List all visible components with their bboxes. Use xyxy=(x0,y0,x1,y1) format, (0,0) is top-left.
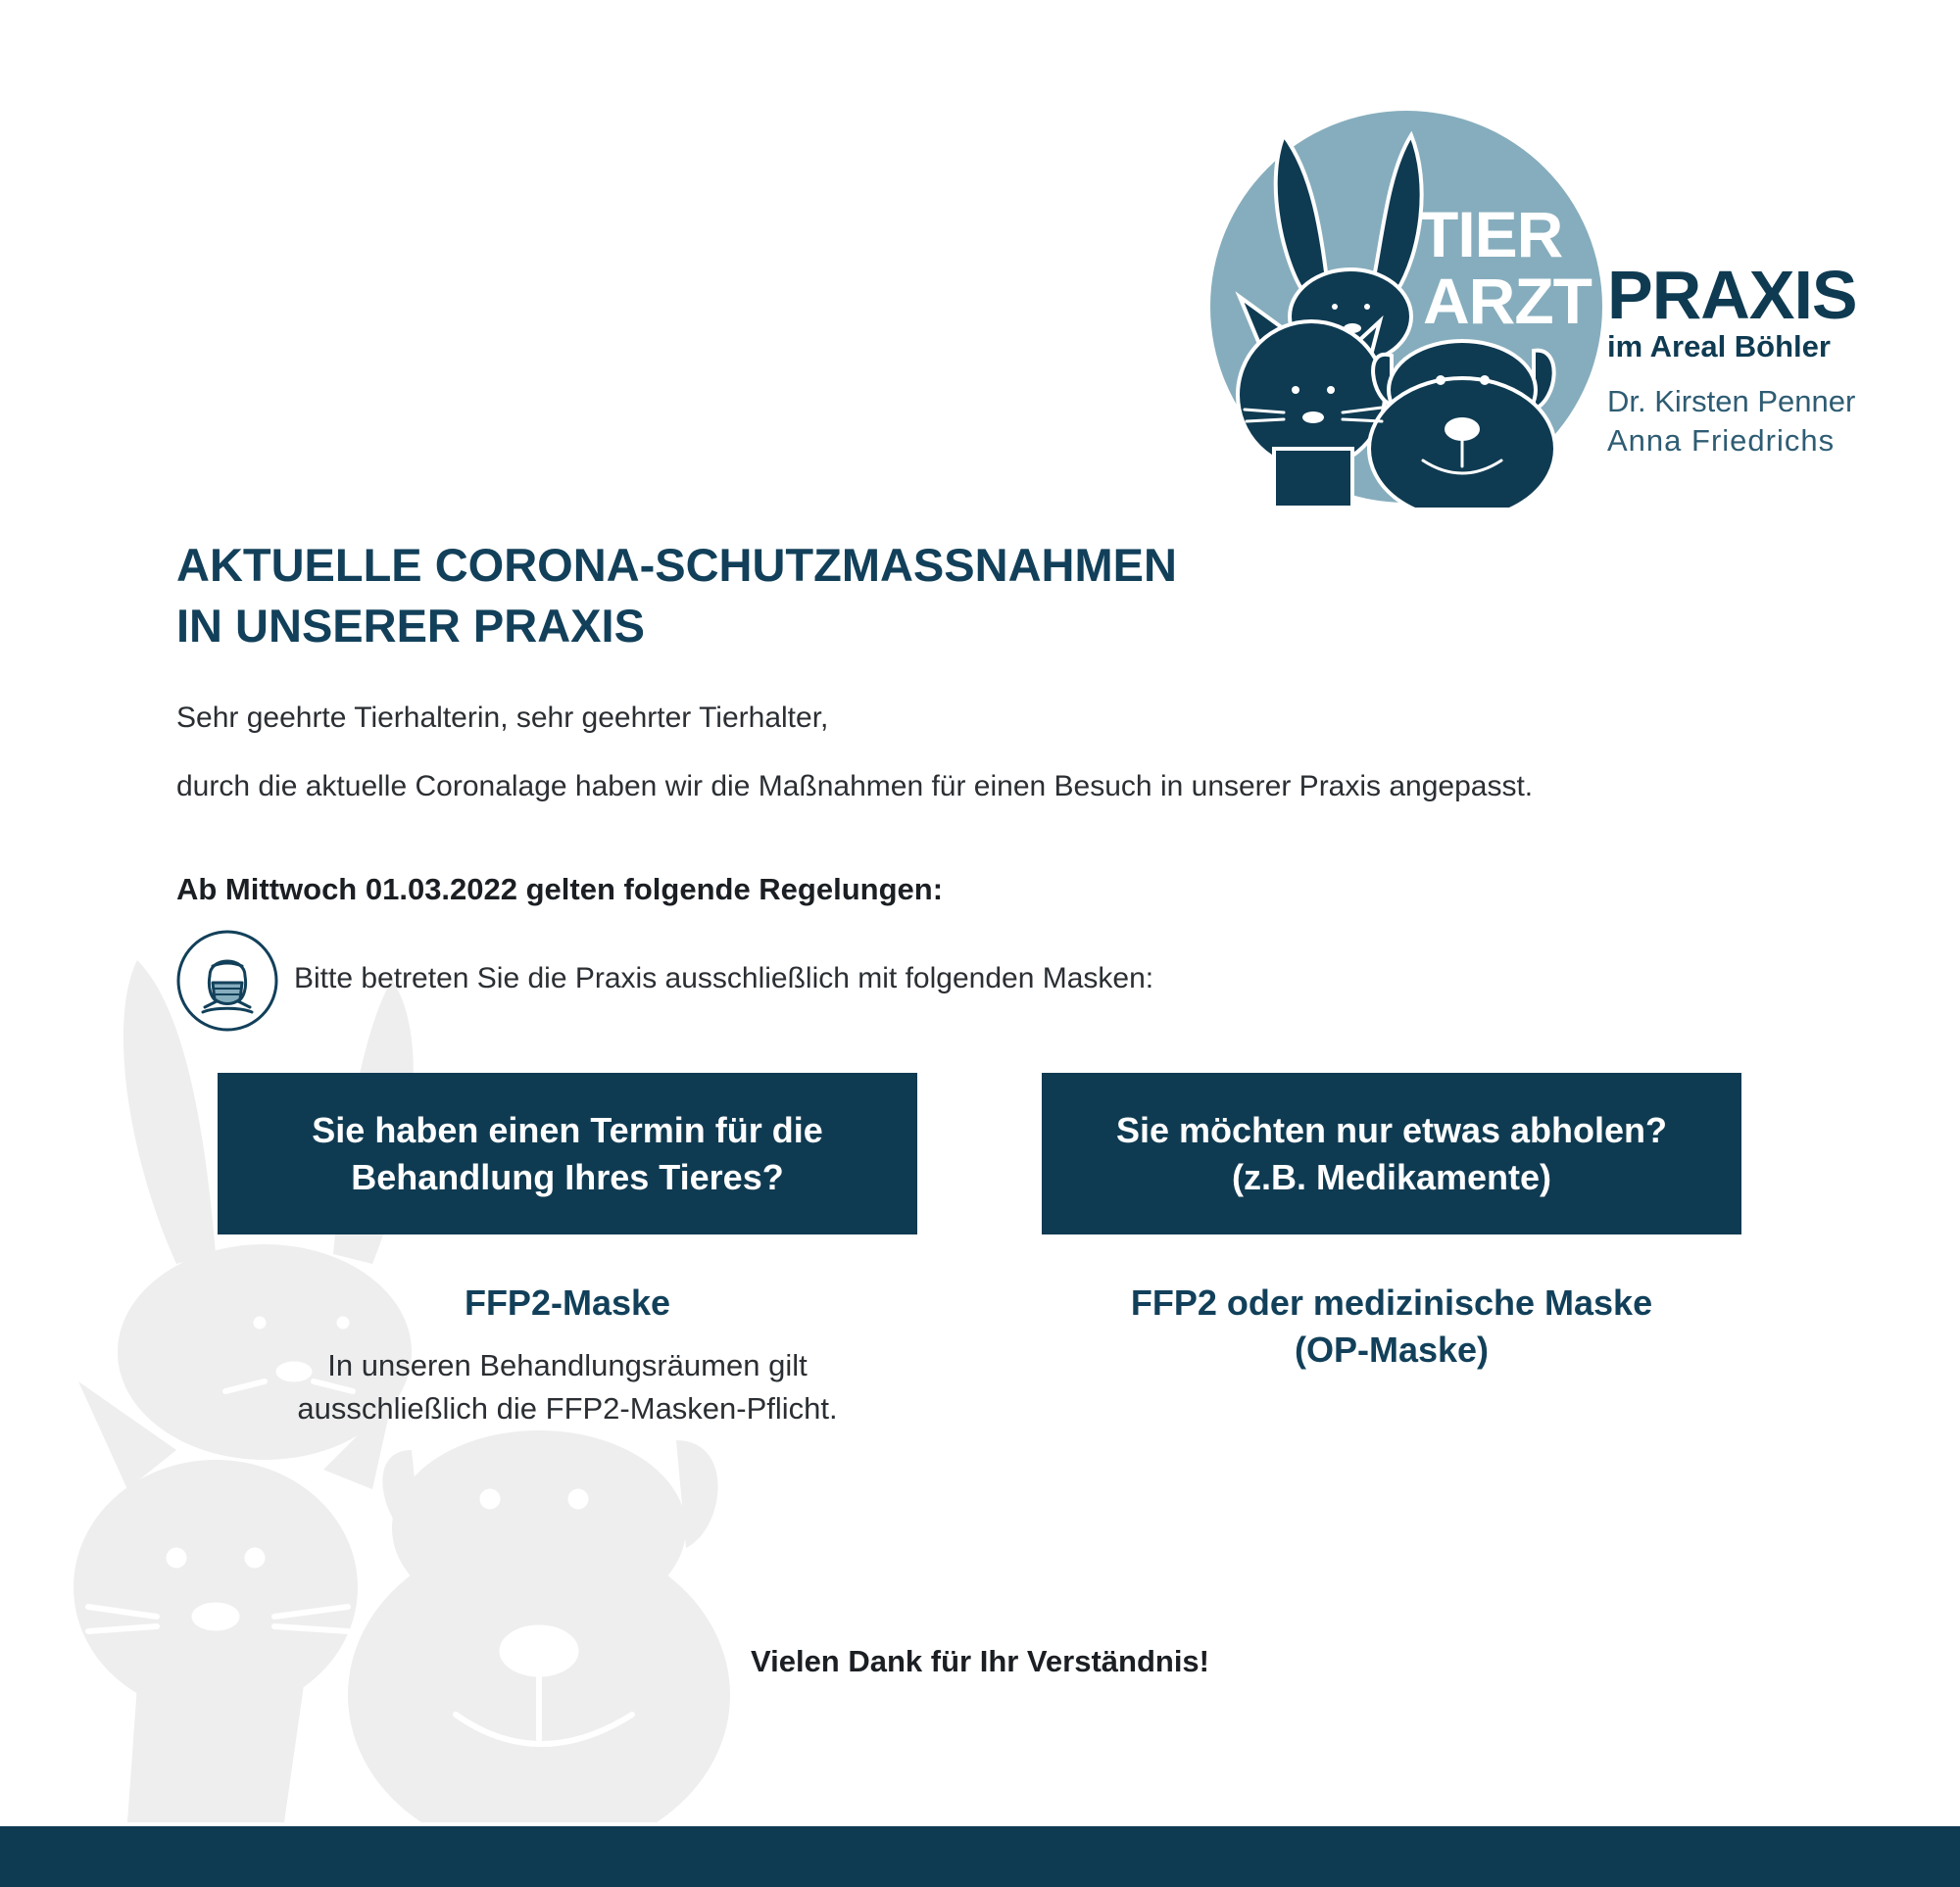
face-mask-icon xyxy=(175,929,279,1033)
pickup-card-line-2: (z.B. Medikamente) xyxy=(1231,1156,1552,1197)
pickup-mask-type-line-1: FFP2 oder medizinische Maske xyxy=(1130,1282,1653,1323)
footer-bar xyxy=(0,1826,1960,1887)
appointment-card-line-2: Behandlung Ihres Tieres? xyxy=(351,1156,784,1197)
logo-text-praxis: PRAXIS xyxy=(1607,257,1857,333)
logo-doctor-1: Dr. Kirsten Penner xyxy=(1607,384,1856,418)
logo-text-arzt: ARZT xyxy=(1423,265,1592,337)
page-title-line-2: IN UNSERER PRAXIS xyxy=(176,600,645,652)
appointment-mask-note-line-1: In unseren Behandlungsräumen gilt xyxy=(327,1348,808,1382)
pickup-card xyxy=(1042,1073,1741,1234)
pickup-mask-type-line-2: (OP-Maske) xyxy=(1294,1330,1490,1370)
logo-text-tier: TIER xyxy=(1419,198,1563,270)
logo-location: im Areal Böhler xyxy=(1607,329,1831,363)
appointment-card xyxy=(218,1073,917,1234)
intro-text: durch die aktuelle Coronalage haben wir die Maßnahmen für einen Besuch in unserer Praxis angepasst. xyxy=(176,770,1534,802)
thank-you-text: Vielen Dank für Ihr Verständnis! xyxy=(750,1644,1209,1678)
appointment-mask-note xyxy=(218,1344,917,1430)
pickup-mask-type xyxy=(1042,1280,1741,1374)
appointment-mask-type: FFP2-Maske xyxy=(464,1282,671,1323)
rules-heading: Ab Mittwoch 01.03.2022 gelten folgende Regelungen: xyxy=(176,872,944,906)
pickup-card-line-1: Sie möchten nur etwas abholen? xyxy=(1115,1109,1668,1150)
page-title-line-1: AKTUELLE CORONA-SCHUTZMASSNAHMEN xyxy=(176,539,1177,591)
appointment-mask-note-line-2: ausschließlich die FFP2-Masken-Pflicht. xyxy=(297,1391,838,1426)
salutation-text: Sehr geehrte Tierhalterin, sehr geehrter Tierhalter, xyxy=(176,702,829,734)
mask-instruction-text: Bitte betreten Sie die Praxis ausschließlich mit folgenden Masken: xyxy=(294,962,1154,994)
logo-doctor-2: Anna Friedrichs xyxy=(1607,423,1836,458)
page-title xyxy=(176,535,1177,656)
appointment-card-line-1: Sie haben einen Termin für die xyxy=(312,1109,823,1150)
